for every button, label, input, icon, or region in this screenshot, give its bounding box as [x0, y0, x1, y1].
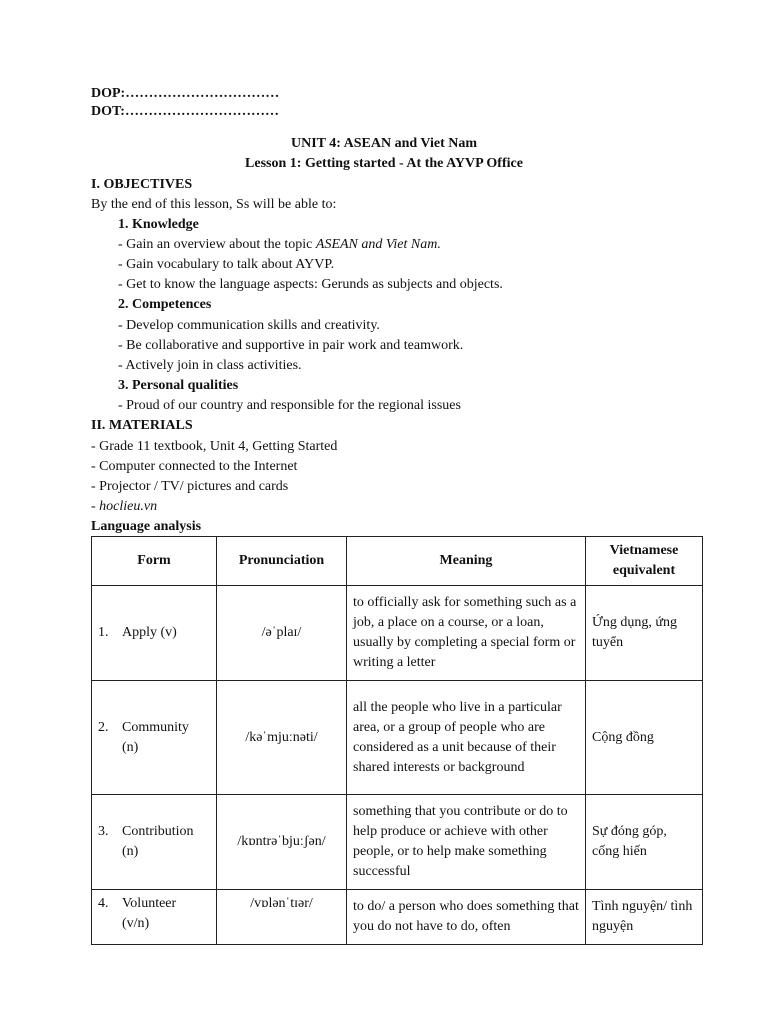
competence-item-2: - Be collaborative and supportive in pair work and teamwork. — [118, 338, 464, 353]
qualities-heading: 3. Personal qualities — [118, 378, 239, 393]
knowledge-item-2: - Gain vocabulary to talk about AYVP. — [118, 257, 335, 272]
pronunciation-cell: /kəˈmjuːnəti/ — [217, 681, 347, 795]
table-header-row — [92, 537, 703, 586]
material-item-1: - Grade 11 textbook, Unit 4, Getting Started — [91, 439, 338, 454]
unit-title: UNIT 4: ASEAN and Viet Nam — [290, 136, 478, 151]
material-item-3: - Projector / TV/ pictures and cards — [91, 479, 289, 494]
quality-item-1: - Proud of our country and responsible for the regional issues — [118, 398, 461, 413]
table-row — [92, 586, 703, 681]
meaning-cell: to do/ a person who does something that you do not have to do, often — [347, 890, 586, 945]
col-header-vietnamese: Vietnamese equivalent — [586, 537, 703, 586]
materials-heading: II. MATERIALS — [91, 418, 193, 433]
vietnamese-cell: Tình nguyện/ tình nguyện — [586, 890, 703, 945]
row-number: 2. — [98, 719, 109, 735]
dop-line: DOP:…………………………… — [91, 86, 280, 101]
language-analysis-heading: Language analysis — [91, 519, 202, 534]
form-cell — [92, 681, 217, 795]
material-item-2: - Computer connected to the Internet — [91, 459, 298, 474]
material-item-4-prefix: - — [91, 499, 100, 514]
col-header-meaning: Meaning — [347, 537, 586, 586]
objectives-heading: I. OBJECTIVES — [91, 177, 193, 192]
meaning-cell: to officially ask for something such as a job, a place on a course, or a loan, usually by completing a special form or writing a letter — [347, 586, 586, 681]
pronunciation-cell: /vɒlənˈtɪər/ — [217, 890, 347, 945]
col-header-form: Form — [92, 537, 217, 586]
vietnamese-cell: Cộng đồng — [586, 681, 703, 795]
dot-line: DOT:…………………………… — [91, 104, 279, 119]
pronunciation-cell: /əˈplaɪ/ — [217, 586, 347, 681]
knowledge-item-1-prefix: - Gain an overview about the topic — [118, 237, 316, 252]
form-cell — [92, 890, 217, 945]
form-word: Community (n) — [122, 719, 189, 755]
competences-heading: 2. Competences — [118, 297, 212, 312]
knowledge-item-3: - Get to know the language aspects: Gerunds as subjects and objects. — [118, 277, 503, 292]
row-number: 3. — [98, 824, 109, 839]
lesson-title: Lesson 1: Getting started - At the AYVP Office — [245, 156, 523, 171]
material-item-4 — [91, 497, 157, 517]
meaning-cell: all the people who live in a particular area, or a group of people who are considered as a unit because of their shared interests or background — [347, 681, 586, 795]
hoclieu-link[interactable]: hoclieu.vn — [99, 499, 158, 514]
competence-item-3: - Actively join in class activities. — [118, 358, 302, 373]
form-word: Apply (v) — [122, 625, 177, 640]
knowledge-item-1 — [118, 235, 441, 255]
pronunciation-cell: /kɒntrəˈbjuːʃən/ — [217, 795, 347, 890]
form-cell — [92, 586, 217, 681]
table-row — [92, 795, 703, 890]
table-row — [92, 681, 703, 795]
vietnamese-cell: Sự đóng góp, cống hiến — [586, 795, 703, 890]
objectives-intro: By the end of this lesson, Ss will be able to: — [91, 197, 337, 212]
knowledge-heading: 1. Knowledge — [118, 217, 199, 232]
form-word: Volunteer (v/n) — [122, 896, 177, 931]
knowledge-item-1-topic: ASEAN and Viet Nam. — [315, 237, 441, 252]
col-header-pronunciation: Pronunciation — [217, 537, 347, 586]
table-row — [92, 890, 703, 945]
row-number: 4. — [98, 896, 109, 911]
vocabulary-table — [91, 536, 703, 945]
meaning-cell: something that you contribute or do to help produce or achieve with other people, or to help make something successful — [347, 795, 586, 890]
form-cell — [92, 795, 217, 890]
form-word: Contribution (n) — [122, 824, 194, 859]
competence-item-1: - Develop communication skills and creativity. — [118, 318, 380, 333]
vietnamese-cell: Ứng dụng, ứng tuyển — [586, 586, 703, 681]
row-number: 1. — [98, 625, 109, 640]
